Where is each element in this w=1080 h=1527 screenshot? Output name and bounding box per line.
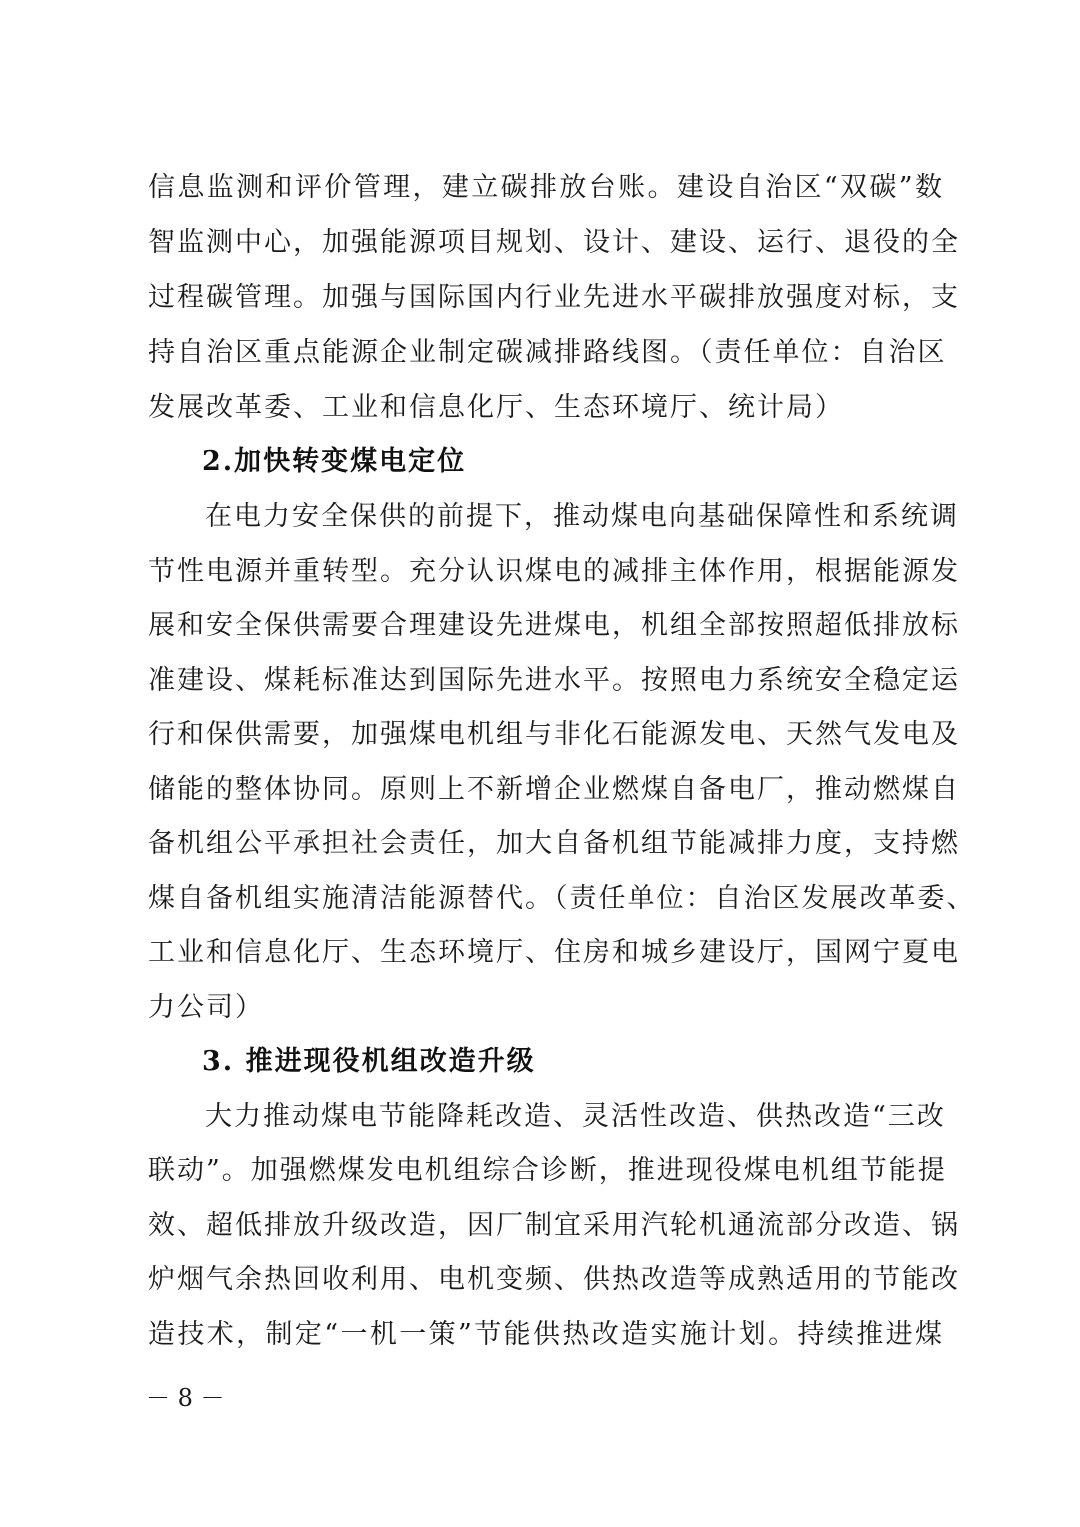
body-text-line: 准建设、煤耗标准达到国际先进水平。按照电力系统安全稳定运 bbox=[148, 665, 960, 696]
section-heading: 2.加快转变煤电定位 bbox=[202, 446, 467, 477]
body-text-line: 行和保供需要，加强煤电机组与非化石能源发电、天然气发电及 bbox=[148, 719, 960, 750]
body-text-line: 节性电源并重转型。充分认识煤电的减排主体作用，根据能源发 bbox=[148, 556, 960, 587]
body-text-line: 发展改革委、工业和信息化厅、生态环境厅、统计局） bbox=[148, 392, 844, 423]
body-text-line: 展和安全保供需要合理建设先进煤电，机组全部按照超低排放标 bbox=[148, 610, 960, 641]
body-text-line: 智监测中心，加强能源项目规划、设计、建设、运行、退役的全 bbox=[148, 227, 960, 258]
body-text-line: 力公司） bbox=[148, 992, 264, 1023]
body-text-line: 煤自备机组实施清洁能源替代。（责任单位：自治区发展改革委、 bbox=[148, 883, 976, 914]
page-number: － 8 － bbox=[146, 1384, 225, 1412]
body-text-line: 联动”。加强燃煤发电机组综合诊断，推进现役煤电机组节能提 bbox=[148, 1155, 947, 1186]
body-text-line: 储能的整体协同。原则上不新增企业燃煤自备电厂，推动燃煤自 bbox=[148, 774, 960, 805]
body-text-line: 效、超低排放升级改造，因厂制宜采用汽轮机通流部分改造、锅 bbox=[148, 1210, 960, 1241]
body-text-line: 工业和信息化厅、生态环境厅、住房和城乡建设厅，国网宁夏电 bbox=[148, 937, 960, 968]
body-text-line: 过程碳管理。加强与国际国内行业先进水平碳排放强度对标，支 bbox=[148, 282, 960, 313]
body-text-line: 信息监测和评价管理，建立碳排放台账。建设自治区“双碳”数 bbox=[148, 172, 944, 203]
body-text-line: 备机组公平承担社会责任，加大自备机组节能减排力度，支持燃 bbox=[148, 828, 960, 859]
body-text-line: 炉烟气余热回收利用、电机变频、供热改造等成熟适用的节能改 bbox=[148, 1264, 960, 1295]
section-heading: 3. 推进现役机组改造升级 bbox=[202, 1046, 536, 1077]
body-text-line: 大力推动煤电节能降耗改造、灵活性改造、供热改造“三改 bbox=[205, 1101, 946, 1132]
body-text-line: 持自治区重点能源企业制定碳减排路线图。（责任单位：自治区 bbox=[148, 337, 947, 368]
body-text-line: 在电力安全保供的前提下，推动煤电向基础保障性和系统调 bbox=[205, 501, 959, 532]
body-text-line: 造技术，制定“一机一策”节能供热改造实施计划。持续推进煤 bbox=[148, 1319, 944, 1350]
